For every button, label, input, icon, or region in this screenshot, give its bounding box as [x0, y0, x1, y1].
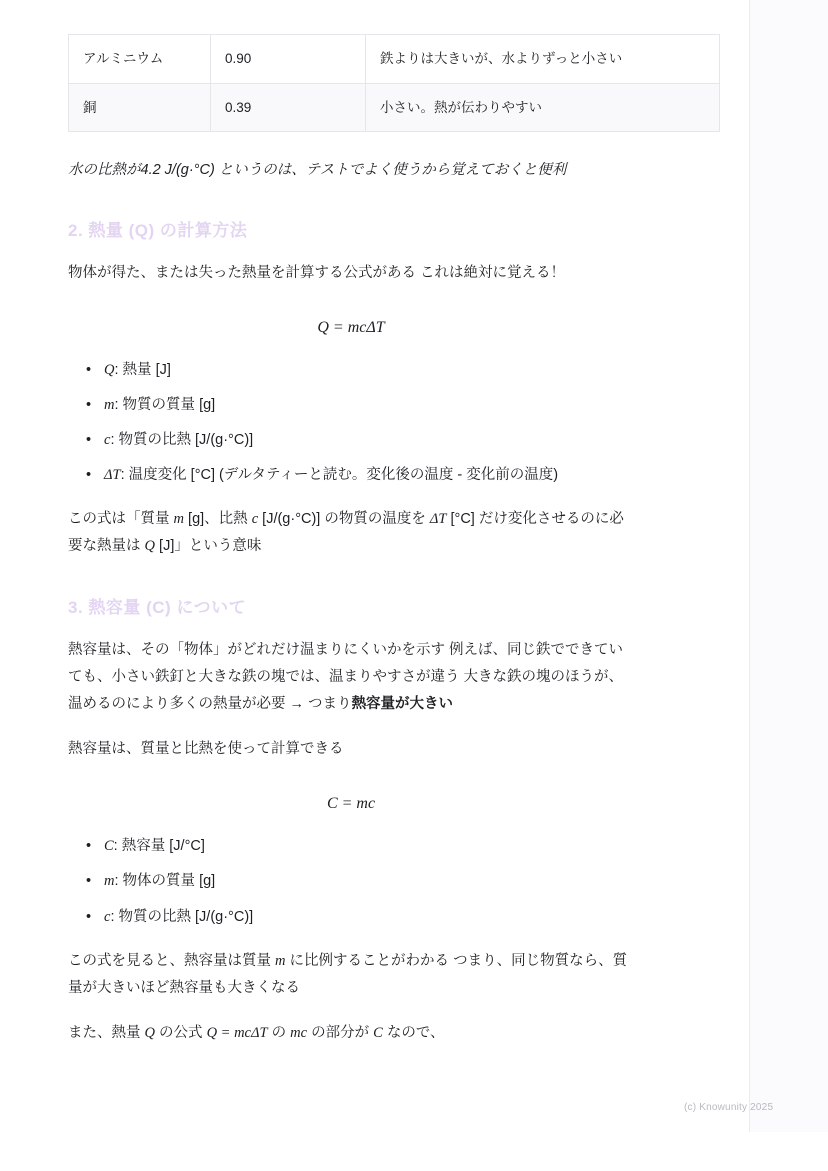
- text-fragment: また、熱量: [68, 1025, 145, 1042]
- definition-text: : 熱量 [J]: [114, 361, 171, 378]
- definition-text: : 熱容量 [J/°C]: [113, 838, 205, 855]
- symbol: m: [173, 511, 185, 528]
- symbol: Q: [104, 361, 115, 378]
- symbol: c: [104, 432, 111, 449]
- list-item: [68, 394, 634, 417]
- symbol: m: [104, 873, 115, 890]
- list-item: [68, 906, 634, 929]
- table-cell-description: 小さい。熱が伝わりやすい: [366, 83, 720, 132]
- definition-text: : 物質の質量 [g]: [114, 396, 216, 413]
- text-fragment: この式を見ると、熱容量は質量: [68, 952, 276, 969]
- symbol: m: [275, 952, 286, 969]
- text-fragment: に比例することがわかる つまり、同じ物質なら、質量が大きいほど熱容量も大きくなる: [68, 952, 628, 996]
- list-item: [68, 359, 634, 382]
- section3-paragraph-4: [68, 1020, 634, 1047]
- section3-paragraph-2: 熱容量は、質量と比熱を使って計算できる: [68, 741, 344, 758]
- water-specific-heat-note: 水の比熱が4.2 J/(g·°C) というのは、テストでよく使うから覚えておくと便利: [68, 162, 567, 179]
- section3-definition-list: [68, 835, 634, 929]
- section-heading-3: 3. 熱容量 (C) について: [68, 598, 247, 618]
- table-cell-material: 銅: [69, 83, 211, 132]
- symbol: Q: [144, 1025, 156, 1042]
- symbol: c: [104, 908, 111, 925]
- page-right-rail: [749, 0, 828, 1132]
- table-row: [69, 35, 720, 84]
- copyright-footer: (c) Knowunity 2025: [684, 1102, 774, 1113]
- symbol: ΔT: [104, 467, 121, 484]
- text-fragment: [J]」という意味: [155, 538, 262, 555]
- text-fragment: 熱容量は、その「物体」がどれだけ温まりにくいかを示す 例えば、同じ鉄でできていても、小さい鉄釘と大きな鉄の塊では、温まりやすさが違う 大きな鉄の塊のほうが、温めるのにより多くの熱量が必要 → つまり: [68, 642, 624, 712]
- text-fragment: の部分が: [307, 1025, 374, 1042]
- formula-heat-quantity: Q = mcΔT: [317, 318, 385, 336]
- table-cell-description: 鉄よりは大きいが、水よりずっと小さい: [366, 35, 720, 84]
- text-fragment: の: [267, 1025, 291, 1042]
- text-fragment: の公式: [155, 1025, 207, 1042]
- section3-paragraph-3: [68, 948, 634, 1002]
- section2-definition-list: [68, 359, 634, 488]
- section2-explanation: [68, 506, 634, 560]
- text-fragment: なので、: [382, 1025, 445, 1042]
- text-fragment: [°C] だけ変化させるのに必要な熱量は: [68, 511, 624, 555]
- text-fragment: この式は「質量: [68, 511, 174, 528]
- text-fragment: [J/(g·°C)] の物質の温度を: [258, 511, 430, 528]
- specific-heat-table: [68, 34, 720, 132]
- symbol: m: [104, 396, 115, 413]
- list-item: [68, 464, 634, 487]
- document-content: [68, 0, 634, 1047]
- symbol: mc: [290, 1025, 308, 1042]
- list-item: [68, 870, 634, 893]
- emphasis-text: 熱容量が大きい: [351, 695, 454, 712]
- inline-formula: Q = mcΔT: [206, 1025, 268, 1042]
- definition-text: : 温度変化 [°C] (デルタティーと読む。変化後の温度 - 変化前の温度): [120, 467, 559, 484]
- definition-text: : 物質の比熱 [J/(g·°C)]: [110, 908, 254, 925]
- definition-text: : 物体の質量 [g]: [114, 873, 216, 890]
- section3-paragraph-1: [68, 637, 634, 717]
- text-fragment: [g]、比熱: [184, 511, 252, 528]
- symbol: c: [251, 511, 259, 528]
- symbol: C: [373, 1025, 383, 1042]
- table-cell-value: 0.90: [211, 35, 366, 84]
- symbol: Q: [144, 538, 156, 555]
- table-row: [69, 83, 720, 132]
- definition-text: : 物質の比熱 [J/(g·°C)]: [110, 432, 254, 449]
- formula-heat-capacity: C = mc: [326, 795, 376, 813]
- symbol: C: [104, 838, 114, 855]
- section-heading-2: 2. 熱量 (Q) の計算方法: [68, 220, 248, 240]
- list-item: [68, 835, 634, 858]
- symbol: ΔT: [429, 511, 447, 528]
- table-cell-value: 0.39: [211, 83, 366, 132]
- list-item: [68, 429, 634, 452]
- section2-intro: 物体が得た、または失った熱量を計算する公式がある これは絶対に覚える！: [68, 264, 566, 281]
- table-cell-material: アルミニウム: [69, 35, 211, 84]
